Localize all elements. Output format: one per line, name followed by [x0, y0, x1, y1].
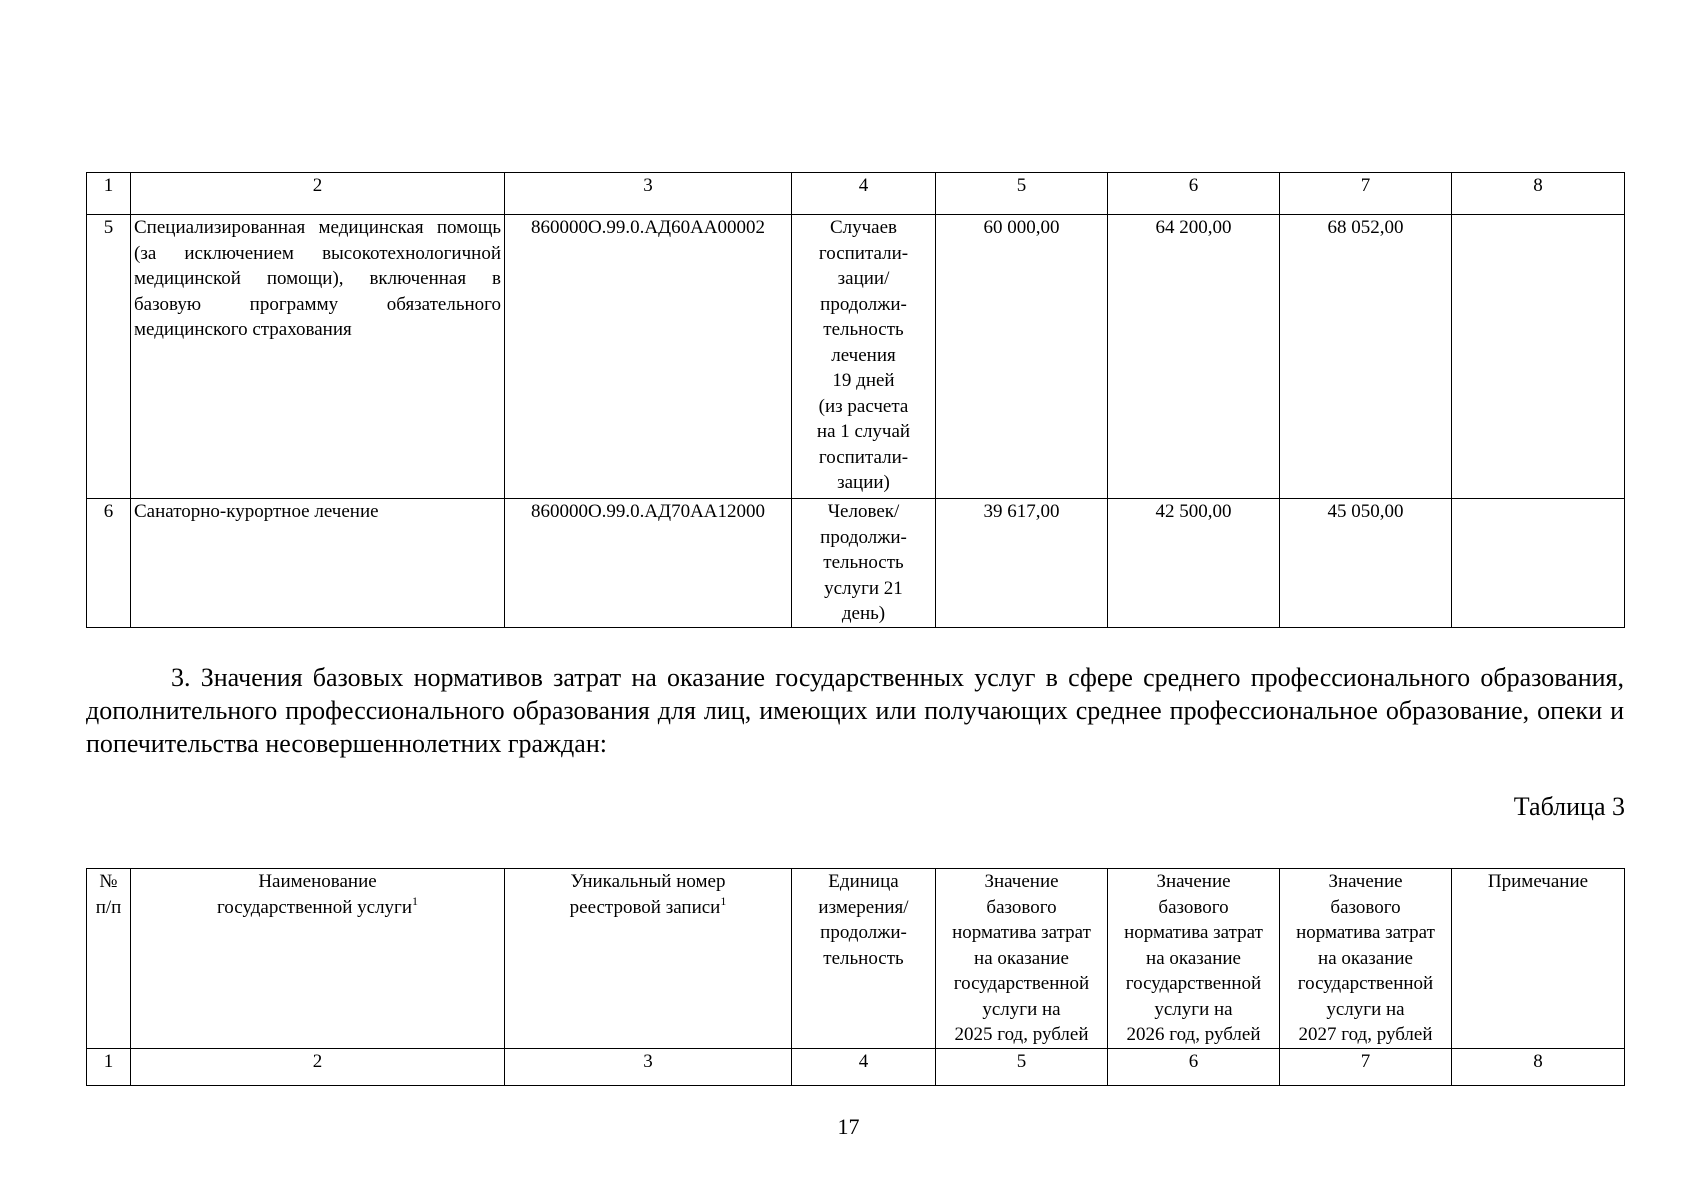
- column-number: 1: [87, 173, 131, 215]
- header-line: базового: [1330, 896, 1401, 918]
- note-cell: [1452, 499, 1625, 628]
- value-2027: 68 052,00: [1280, 215, 1452, 499]
- header-line: норматива затрат: [1296, 922, 1435, 943]
- column-number-row: [87, 173, 1625, 215]
- column-number: 2: [131, 1049, 505, 1086]
- unit-line: лечения: [831, 344, 896, 366]
- header-line: государственной: [1297, 973, 1434, 994]
- column-number: 4: [792, 1049, 936, 1086]
- header-line: норматива затрат: [1124, 922, 1263, 943]
- header-line: на оказание: [1146, 947, 1241, 969]
- unit-line: Человек/: [827, 501, 900, 522]
- column-number-row: [87, 1049, 1625, 1086]
- column-number: 7: [1280, 1049, 1452, 1086]
- header-line: [134, 895, 501, 921]
- unit-line: госпитали-: [818, 242, 909, 264]
- unit-line: продолжи-: [820, 293, 907, 315]
- header-line: базового: [1158, 896, 1229, 918]
- column-number: 8: [1452, 1049, 1625, 1086]
- header-line: тельность: [823, 947, 904, 969]
- header-value-2025: [936, 869, 1108, 1049]
- table-caption: Таблица 3: [1513, 792, 1625, 821]
- header-line: государственной: [1125, 973, 1262, 994]
- page-number: 17: [837, 1114, 860, 1139]
- unit-line: зации): [837, 472, 890, 493]
- table-row: [87, 499, 1625, 628]
- header-line: Значение: [1328, 871, 1403, 892]
- header-line: Значение: [1156, 871, 1231, 892]
- column-number: 6: [1108, 1049, 1280, 1086]
- note-cell: [1452, 215, 1625, 499]
- header-line: на оказание: [1318, 947, 1413, 969]
- header-text: реестровой записи: [569, 896, 721, 918]
- header-line: Уникальный номер: [570, 871, 726, 892]
- header-line: услуги на: [1154, 998, 1233, 1020]
- column-number: 5: [936, 173, 1108, 215]
- header-line: Значение: [984, 871, 1059, 892]
- unit-line: (из расчета: [818, 395, 909, 417]
- unit-line: 19 дней: [832, 370, 895, 391]
- header-value-2027: [1280, 869, 1452, 1049]
- section-paragraph: 3. Значения базовых нормативов затрат на оказание государственных услуг в сфере среднего профессионального образования, дополнительного профессионального образования для лиц, имеющих или получающих среднее профессиональное образование, опеки и попечительства несовершеннолетних граждан:: [86, 663, 1624, 758]
- header-line: Наименование: [258, 871, 377, 892]
- header-line: продолжи-: [820, 922, 907, 943]
- column-number: 3: [505, 1049, 792, 1086]
- column-number: 3: [505, 173, 792, 215]
- header-line: 2025 год, рублей: [954, 1024, 1089, 1045]
- row-number: 5: [87, 215, 131, 499]
- value-2027: 45 050,00: [1280, 499, 1452, 628]
- unit-line: госпитали-: [818, 446, 909, 468]
- header-note: Примечание: [1452, 869, 1625, 1049]
- unit-line: тельность: [823, 552, 904, 573]
- registry-number: 860000О.99.0.АД70АА12000: [505, 499, 792, 628]
- column-number: 4: [792, 173, 936, 215]
- header-line: №: [99, 871, 118, 892]
- services-table-continuation: [86, 172, 1625, 628]
- header-line: на оказание: [974, 947, 1069, 969]
- column-number: 5: [936, 1049, 1108, 1086]
- header-line: услуги на: [1326, 998, 1405, 1020]
- unit-line: день): [841, 603, 886, 624]
- header-value-2026: [1108, 869, 1280, 1049]
- header-line: измерения/: [818, 896, 909, 918]
- header-unit: [792, 869, 936, 1049]
- column-number: 6: [1108, 173, 1280, 215]
- header-line: Единица: [828, 871, 899, 892]
- header-line: базового: [986, 896, 1057, 918]
- header-line: норматива затрат: [952, 922, 1091, 943]
- column-number: 7: [1280, 173, 1452, 215]
- unit-line: услуги 21: [824, 577, 903, 599]
- header-line: 2027 год, рублей: [1298, 1024, 1433, 1045]
- column-number: 1: [87, 1049, 131, 1086]
- footnote-marker: 1: [720, 893, 727, 908]
- column-number: 2: [131, 173, 505, 215]
- header-number: [87, 869, 131, 1049]
- header-text: государственной услуги: [216, 896, 413, 918]
- header-line: [508, 895, 788, 921]
- header-line: услуги на: [982, 998, 1061, 1020]
- header-registry-number: [505, 869, 792, 1049]
- service-name: Специализированная медицинская помощь (за исключением высокотехнологичной медицинской помощи), включенная в базовую программу обязательного медицинского страхования: [131, 215, 505, 499]
- header-line: 2026 год, рублей: [1126, 1024, 1261, 1045]
- unit-of-measure: [792, 215, 936, 499]
- footnote-marker: 1: [412, 893, 419, 908]
- value-2025: 60 000,00: [936, 215, 1108, 499]
- service-name: Санаторно-курортное лечение: [131, 499, 505, 628]
- unit-of-measure: [792, 499, 936, 628]
- header-line: государственной: [953, 973, 1090, 994]
- column-number: 8: [1452, 173, 1625, 215]
- unit-line: на 1 случай: [816, 421, 911, 442]
- table-row: [87, 215, 1625, 499]
- unit-line: продолжи-: [820, 526, 907, 548]
- unit-line: Случаев: [829, 217, 898, 238]
- header-line: п/п: [95, 896, 122, 918]
- row-number: 6: [87, 499, 131, 628]
- table-header-row: [87, 869, 1625, 1049]
- unit-line: зации/: [837, 268, 890, 289]
- registry-number: 860000О.99.0.АД60АА00002: [505, 215, 792, 499]
- value-2025: 39 617,00: [936, 499, 1108, 628]
- unit-line: тельность: [823, 319, 904, 340]
- value-2026: 64 200,00: [1108, 215, 1280, 499]
- header-service-name: [131, 869, 505, 1049]
- table-3: [86, 868, 1625, 1086]
- value-2026: 42 500,00: [1108, 499, 1280, 628]
